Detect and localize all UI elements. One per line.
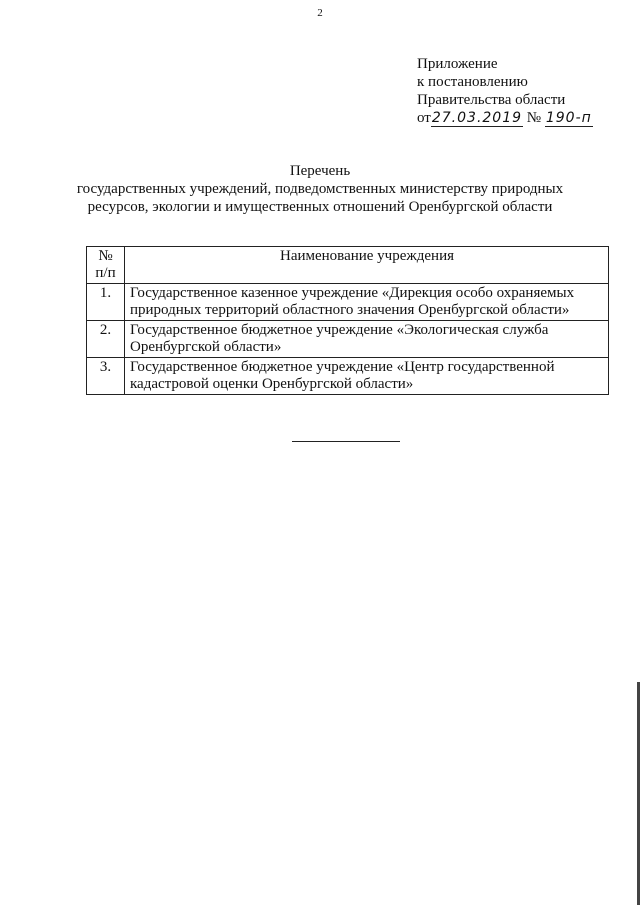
appendix-line-1: Приложение [417, 56, 498, 72]
table-row [87, 358, 609, 395]
handwritten-number: 190-п [545, 110, 592, 126]
header-number-symbol: № [98, 248, 113, 264]
appendix-line-3: Правительства области [417, 92, 566, 108]
row-name-line: Оренбургской области» [130, 339, 282, 355]
title-line-1: государственных учреждений, подведомственных министерству природных [76, 181, 564, 197]
appendix-date-line [417, 109, 593, 127]
appendix-block [417, 55, 593, 127]
title-heading: Перечень [289, 163, 351, 179]
header-number-cell [87, 247, 125, 284]
row-name [125, 321, 609, 358]
table-header-row [87, 247, 609, 284]
row-name [125, 358, 609, 395]
title-line-2: ресурсов, экологии и имущественных отношений Оренбургской области [87, 199, 553, 215]
page-number: 2 [317, 7, 323, 19]
institutions-table [86, 246, 609, 395]
row-number: 2. [87, 321, 125, 358]
appendix-line-2: к постановлению [417, 74, 528, 90]
table-row [87, 284, 609, 321]
row-name-line: Государственное казенное учреждение «Дирекция особо охраняемых [130, 285, 575, 301]
number-prefix: № [526, 110, 542, 126]
header-number-abbr: п/п [95, 265, 116, 281]
header-name-cell: Наименование учреждения [125, 247, 609, 284]
row-name-line: природных территорий областного значения Оренбургской области» [130, 302, 570, 318]
date-prefix: от [417, 110, 431, 126]
row-number: 3. [87, 358, 125, 395]
row-number: 1. [87, 284, 125, 321]
row-name-line: кадастровой оценки Оренбургской области» [130, 376, 414, 392]
table-row [87, 321, 609, 358]
row-name [125, 284, 609, 321]
document-title [0, 162, 640, 216]
row-name-line: Государственное бюджетное учреждение «Экологическая служба [130, 322, 549, 338]
end-divider [292, 441, 400, 442]
row-name-line: Государственное бюджетное учреждение «Центр государственной [130, 359, 555, 375]
handwritten-date: 27.03.2019 [431, 110, 523, 126]
